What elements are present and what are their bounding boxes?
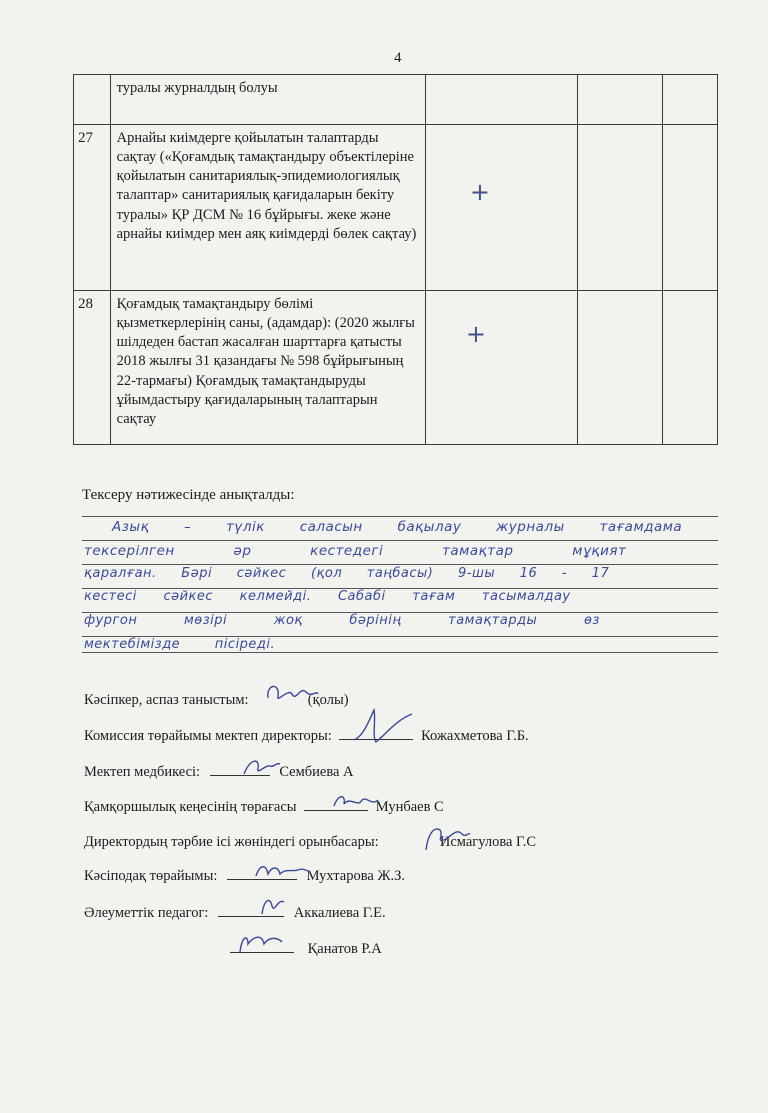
requirement-text-cell: туралы журналдың болуы [110, 75, 425, 125]
compliance-mark-cell [425, 75, 577, 125]
handwritten-finding-line: кестесі сәйкес келмейді. Сабабі тағам тасымалдау [84, 589, 571, 604]
signature-role-label: Кәсіподақ төрайымы: [84, 868, 218, 884]
signature-role-label: Директордың тәрбие ісі жөніндегі орынбасары: [84, 834, 379, 850]
handwritten-signature [252, 858, 312, 882]
row-number-cell [74, 75, 111, 125]
empty-cell [662, 291, 717, 445]
signature-row-nurse [84, 764, 354, 781]
signature-role-label: Мектеп медбикесі: [84, 764, 201, 780]
signature-role-label: Әлеуметтік педагог: [84, 905, 209, 921]
requirement-text-cell: Арнайы киімдерге қойылатын талаптарды сақтау («Қоғамдық тамақтандыру объектілеріне қойылатын санитариялық-эпидемиологиялық талаптар» санитариялық қағидаларын бекіту туралы» ҚР ДСМ № 16 бұйрығы. жеке және арнайы киімдер мен аяқ киімдерді бөлек сақтау) [110, 125, 425, 291]
requirement-text-cell: Қоғамдық тамақтандыру бөлімі қызметкерлерінің саны, (адамдар): (2020 жылғы шілдеден бастап жасалған шарттарға қатысты 2018 жылғы 31 қазандағы № 598 бұйрығының 22-тармағы) Қоғамдық тамақтандыруды ұйымдастыру қағидаларының талаптарын сақтау [110, 291, 425, 445]
signatory-name: Мухтарова Ж.З. [306, 868, 405, 884]
handwritten-signature [256, 892, 290, 918]
result-line [82, 516, 718, 517]
handwritten-signature [350, 706, 414, 746]
handwritten-finding-line: тексерілген әр кестедегі тамақтар мұқият [84, 543, 627, 559]
compliance-mark: + [465, 320, 486, 348]
inspection-results-label: Тексеру нәтижесінде анықталды: [82, 487, 295, 503]
signatory-name: Қанатов Р.А [307, 941, 382, 957]
handwritten-finding-line: қаралған. Бәрі сәйкес (қол таңбасы) 9-шы 16 - 17 [84, 566, 610, 581]
empty-cell [577, 291, 662, 445]
signatory-name: Исмагулова Г.С [439, 834, 537, 850]
handwritten-signature [234, 928, 286, 956]
handwritten-signature [262, 680, 320, 708]
signature-row-chair [84, 728, 529, 745]
signatory-name: Кожахметова Г.Б. [421, 728, 529, 744]
handwritten-signature [240, 754, 282, 780]
signature-row-union [84, 868, 405, 885]
empty-cell [577, 125, 662, 291]
table-row [74, 291, 718, 445]
table-row [74, 125, 718, 291]
result-line [82, 564, 718, 565]
compliance-mark-cell [425, 125, 577, 291]
empty-cell [662, 75, 717, 125]
handwritten-finding-line: Азық – түлік саласын бақылау журналы тағамдама [112, 519, 683, 535]
row-number-cell: 27 [74, 125, 111, 291]
handwritten-finding-line: фургон мөзірі жоқ бәрінің тамақтарды өз [84, 613, 600, 628]
page-number: 4 [394, 50, 402, 66]
signatory-name: Мунбаев С [375, 799, 444, 815]
empty-cell [577, 75, 662, 125]
inspection-checklist-table [73, 74, 718, 445]
empty-cell [662, 125, 717, 291]
signature-role-label: Қамқоршылық кеңесінің төрағасы [84, 799, 297, 815]
signature-row-pedagogue [84, 905, 386, 922]
compliance-mark: + [469, 178, 490, 206]
handwritten-finding-line: мектебімізде пісіреді. [84, 637, 276, 652]
result-line [82, 652, 718, 653]
signature-role-label: Комиссия төрайымы мектеп директоры: [84, 728, 332, 744]
row-number-cell: 28 [74, 291, 111, 445]
handwritten-signature [420, 820, 472, 854]
signatory-name: Аккалиева Г.Е. [293, 905, 386, 921]
signatory-name: Сембиева А [279, 764, 354, 780]
compliance-mark-cell [425, 291, 577, 445]
signature-suffix: (қолы) [307, 692, 349, 708]
table-row [74, 75, 718, 125]
handwritten-signature [330, 790, 380, 814]
signature-row-trustees [84, 799, 444, 816]
result-line [82, 540, 718, 541]
signature-role-label: Кәсіпкер, аспаз таныстым: [84, 692, 249, 708]
